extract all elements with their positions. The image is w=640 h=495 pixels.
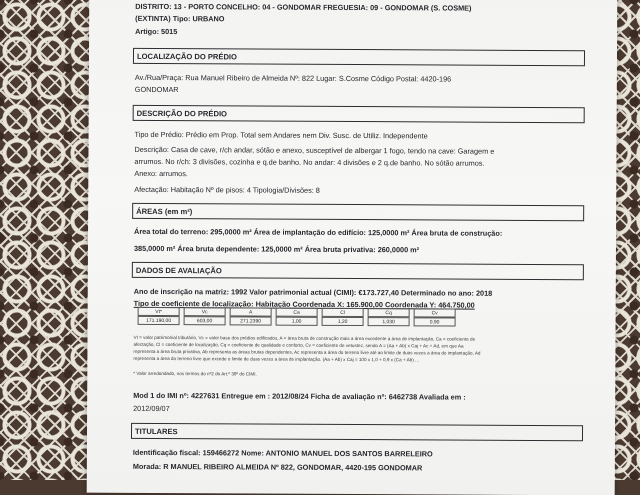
coefficient-value-row	[138, 316, 456, 327]
coef-header: Ca	[276, 308, 318, 317]
avaliacao-notes-2: afectação, Cl = coeficiente de localização, Cq = coeficiente de qualidade e conforto, Cv = coeficiente de vetustez, sendo A = (Aa + Ab) x Caj + Ac + Ad, em que Aa	[133, 341, 464, 349]
mod-line: Mod 1 do IMI nº: 4227631 Entregue em : 2012/08/24 Ficha de avaliação nº: 6462738 Avaliada em :	[133, 390, 466, 402]
section-avaliacao: DADOS DE AVALIAÇÃO	[132, 262, 584, 280]
coef-value: 171.190,00	[138, 316, 180, 325]
titulares-line-2: Morada: R MANUEL RIBEIRO ALMEIDA Nº 822, GONDOMAR, 4420-195 GONDOMAR	[132, 461, 423, 473]
localizacao-line-1: Av./Rua/Praça: Rua Manuel Ribeiro de Almeida Nº: 822 Lugar: S.Cosme Código Postal: 4420-196	[134, 72, 452, 84]
coef-value: 0,90	[414, 317, 456, 326]
document-page	[87, 0, 618, 495]
section-localizacao: LOCALIZAÇÃO DO PRÉDIO	[133, 48, 585, 66]
coef-value: 1,00	[276, 317, 318, 326]
coef-header: Cv	[414, 308, 456, 317]
avaliacao-notes-3: representa a área bruta privativa, Ab representa as áreas brutas dependentes, Ac representa a área do terreno livre até ao limite de duas vezes a área de implantação, Ad	[133, 348, 481, 356]
coef-header: Vt*	[138, 307, 180, 316]
coefficient-table	[134, 307, 460, 327]
header-line-3: Artigo: 5015	[135, 26, 178, 37]
coef-header: Cq	[368, 308, 410, 317]
descricao-line-3: Anexo: arrumos.	[134, 168, 188, 179]
avaliacao-line-2: Tipo de coeficiente de localização: Habitação Coordenada X: 165.900,00 Coordenada Y: 464.750,00	[133, 298, 475, 310]
descricao-line-1: Descrição: Casa de cave, r/ch andar, sótão e anexo, susceptível de albergar 1 fogo, tendo na cave: Garagem e	[134, 144, 495, 156]
header-line-2: (EXTINTA) Tipo: URBANO	[135, 13, 225, 24]
localizacao-line-2: GONDOMAR	[134, 84, 179, 95]
titulares-line-1: Identificação fiscal: 159466272 Nome: ANTONIO MANUEL DOS SANTOS BARRELEIRO	[132, 447, 433, 459]
section-titulares: TITULARES	[131, 423, 583, 441]
header-line-1: DISTRITO: 13 - PORTO CONCELHO: 04 - GONDOMAR FREGUESIA: 09 - GONDOMAR (S. COSME)	[135, 1, 472, 13]
coef-value: 271.2390	[230, 316, 272, 325]
descricao-line-2: arrumos. No r/ch: 3 divisões, cozinha e q.de banho. No andar: 4 divisões e 2 q.de banho. No sótão arrumos.	[134, 156, 485, 168]
areas-line-2: 385,0000 m² Área bruta dependente: 125,0000 m² Área bruta privativa: 260,0000 m²	[133, 243, 420, 255]
descricao-afectacao: Afectação: Habitação Nº de pisos: 4 Tipologia/Divisões: 8	[134, 184, 320, 195]
coef-header: Vc	[184, 307, 226, 316]
avaliacao-line-1: Ano de inscrição na matriz: 1992 Valor patrimonial actual (CIMI): €173.727,40 Determinado no ano: 2018	[133, 286, 493, 298]
mod-date: 2012/09/07	[133, 403, 170, 414]
avaliacao-notes-1: Vt = valor patrimonial tributário, Vc = valor base dos prédios edificados, A = área bruta de construção mais a área excedente à área de implantação, Ca = coeficiente de	[133, 334, 476, 342]
section-descricao: DESCRIÇÃO DO PRÉDIO	[133, 105, 585, 123]
avaliacao-notes-4: representa a área do terreno livre que excede o limite de duas vezes a área de implantação. (Aa + Ab) x Caj = 100 x 1,0 + 0,9 x (Ca + Ab) ...	[133, 355, 419, 363]
coef-value: 603,00	[184, 316, 226, 325]
avaliacao-notes-5: * Valor arredondado, nos termos do nº2 do Art.º 38º do CIMI.	[133, 370, 257, 377]
coef-value: 1,20	[322, 317, 364, 326]
coef-value: 1,030	[368, 317, 410, 326]
coef-header: Cl	[322, 308, 364, 317]
coef-header: A	[230, 307, 272, 316]
areas-line-1: Área total do terreno: 295,0000 m² Área de implantação do edifício: 125,0000 m² Área bruta de construção:	[134, 226, 503, 238]
section-areas: ÁREAS (em m²)	[132, 203, 584, 221]
descricao-tipo: Tipo de Prédio: Prédio em Prop. Total sem Andares nem Div. Susc. de Utiliz. Independente	[134, 129, 428, 141]
